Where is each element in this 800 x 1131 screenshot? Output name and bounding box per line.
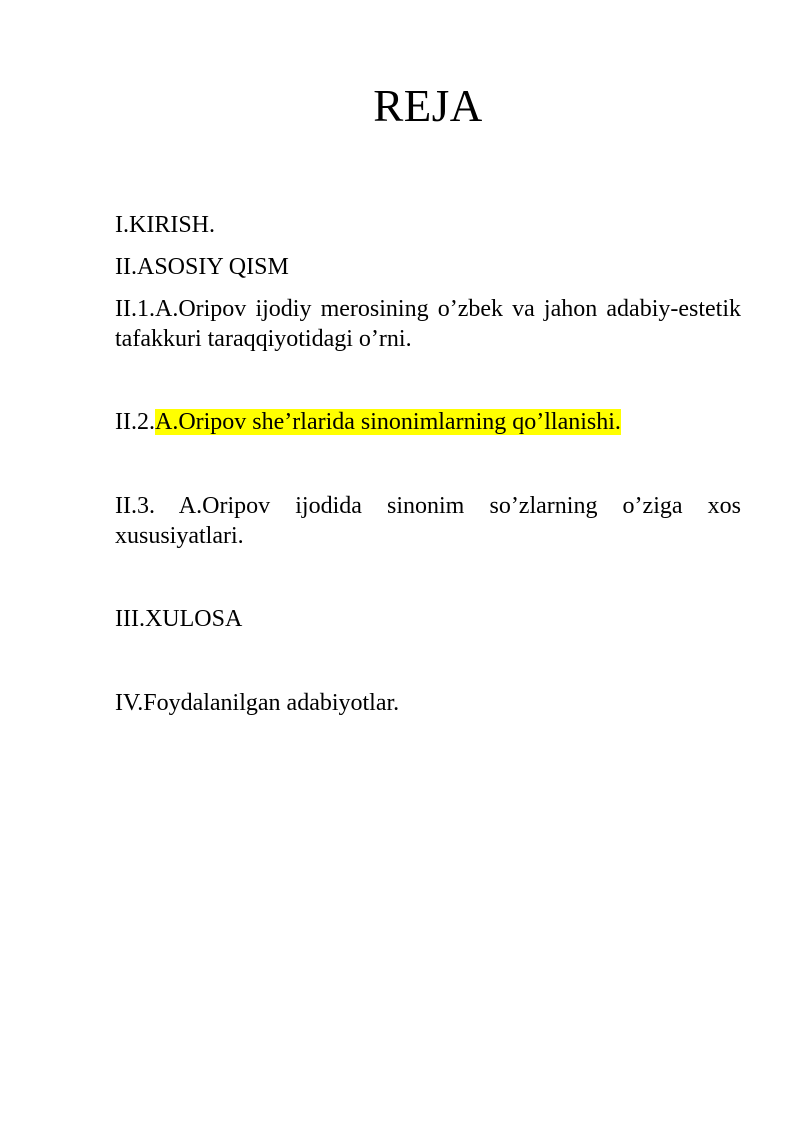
plan-item-section-3: II.3. A.Oripov ijodida sinonim so’zlarning o’ziga xos xususiyatlari. (115, 493, 741, 549)
plan-item-main-part: II.ASOSIY QISM (115, 254, 289, 280)
page-title: REJA (373, 81, 483, 131)
plan-item-section-2 (115, 407, 741, 437)
plan-item-introduction: I.KIRISH. (115, 212, 215, 238)
plan-item-conclusion: III.XULOSA (115, 606, 243, 632)
plan-item-section-1: II.1.A.Oripov ijodiy merosining o’zbek va jahon adabiy-estetik tafakkuri taraqqiyotidagi o’rni. (115, 296, 741, 352)
section-2-number: II.2. (115, 409, 155, 435)
plan-item-references: IV.Foydalanilgan adabiyotlar. (115, 690, 400, 716)
section-2-highlighted-title: A.Oripov she’rlarida sinonimlarning qo’llanishi. (154, 409, 621, 435)
